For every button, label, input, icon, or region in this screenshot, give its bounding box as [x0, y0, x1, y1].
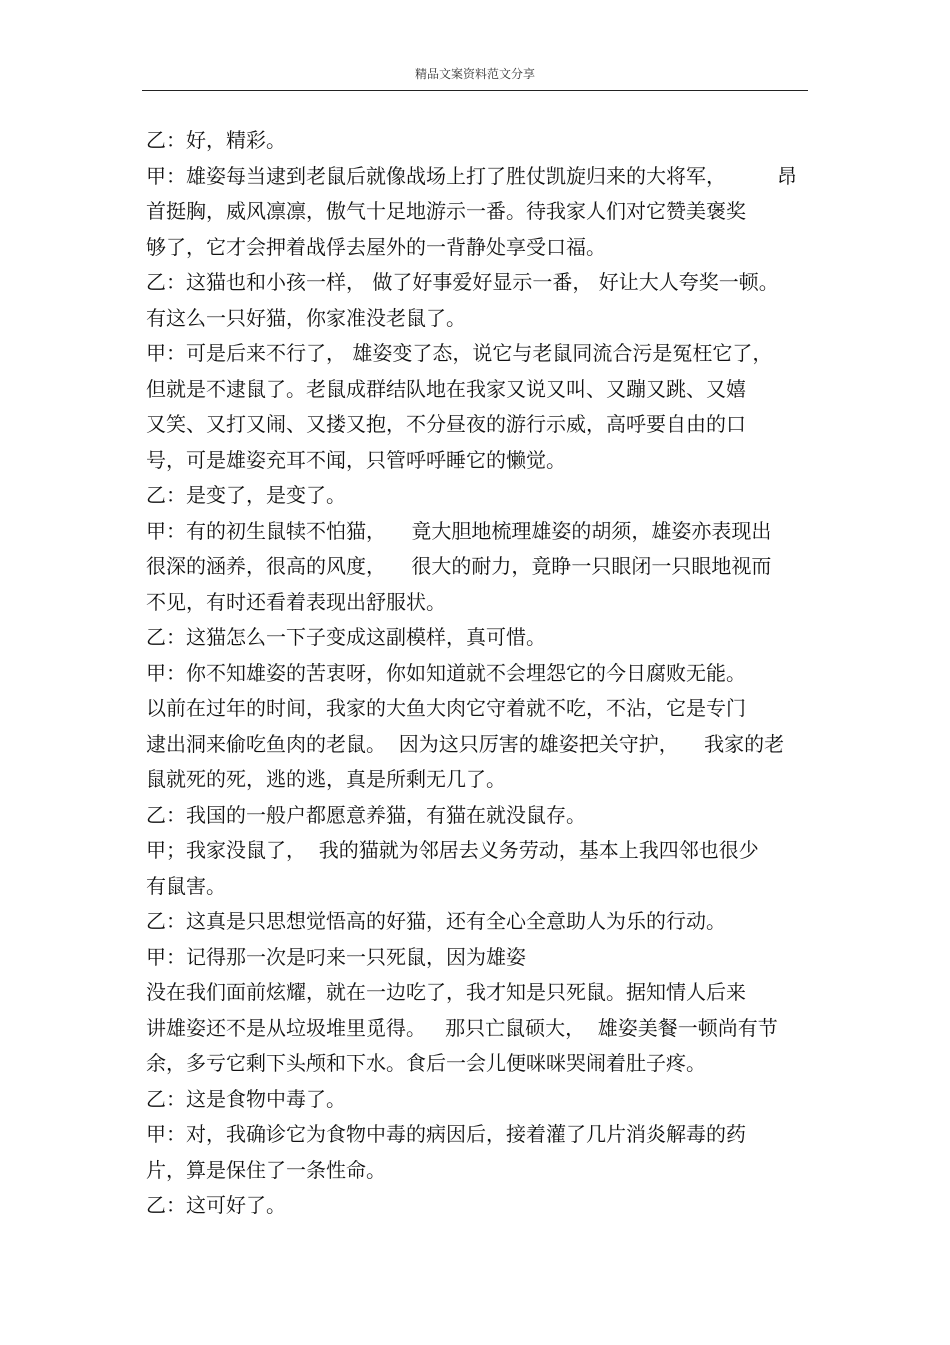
text-line: 没在我们面前炫耀，就在一边吃了，我才知是只死鼠。据知情人后来 [146, 980, 746, 1004]
text-line: 够了，它才会押着战俘去屋外的一背静处享受口福。 [146, 234, 606, 259]
text-line: 又笑、又打又闹、又搂又抱，不分昼夜的游行示威，高呼要自由的口 [146, 412, 746, 436]
text-line: 不见，有时还看着表现出舒服状。 [146, 589, 446, 614]
text-line: 乙：是变了，是变了。 [146, 483, 346, 507]
text-line: 片，算是保住了一条性命。 [146, 1157, 386, 1182]
text-line: 甲：有的初生鼠犊不怕猫， 竟大胆地梳理雄姿的胡须，雄姿亦表现出 [146, 518, 772, 543]
text-line: 乙：这猫也和小孩一样， 做了好事爱好显示一番， 好让大人夸奖一顿。 [146, 270, 779, 294]
text-line: 有这么一只好猫，你家准没老鼠了。 [146, 305, 466, 330]
text-line: 甲：记得那一次是叼来一只死鼠，因为雄姿 [146, 944, 526, 969]
text-line: 鼠就死的死，逃的逃，真是所剩无几了。 [146, 767, 506, 791]
text-line: 很深的涵养，很高的风度， 很大的耐力，竟睁一只眼闭一只眼地视而 [146, 554, 772, 578]
text-line: 甲：你不知雄姿的苦衷呀，你如知道就不会埋怨它的今日腐败无能。 [146, 660, 746, 685]
text-line: 余，多亏它剩下头颅和下水。食后一会儿便咪咪哭闹着肚子疼。 [146, 1051, 706, 1075]
text-line: 但就是不逮鼠了。老鼠成群结队地在我家又说又叫、又蹦又跳、又嬉 [146, 376, 746, 401]
text-line: 乙：这可好了。 [146, 1193, 286, 1217]
page-header: 精品文案资料范文分享 [414, 67, 535, 81]
text-line: 乙：好，精彩。 [146, 128, 286, 152]
text-line: 逮出洞来偷吃鱼肉的老鼠。 因为这只厉害的雄姿把关守护， 我家的老 [146, 731, 785, 756]
text-line: 甲：雄姿每当逮到老鼠后就像战场上打了胜仗凯旋归来的大将军， 昂 [146, 163, 797, 188]
text-line: 号，可是雄姿充耳不闻，只管呼呼睡它的懒觉。 [146, 447, 566, 472]
text-line: 讲雄姿还不是从垃圾堆里觅得。 那只亡鼠硕大， 雄姿美餐一顿尚有节 [146, 1015, 778, 1040]
text-line: 乙：这猫怎么一下子变成这副模样，真可惜。 [146, 625, 546, 649]
text-line: 以前在过年的时间，我家的大鱼大肉它守着就不吃，不沾，它是专门 [146, 696, 746, 720]
text-line: 甲：对，我确诊它为食物中毒的病因后，接着灌了几片消炎解毒的药 [146, 1122, 746, 1146]
header-rule [142, 90, 808, 91]
text-line: 甲；我家没鼠了， 我的猫就为邻居去义务劳动，基本上我四邻也很少 [146, 838, 759, 862]
text-line: 甲：可是后来不行了， 雄姿变了态，说它与老鼠同流合污是冤枉它了， [146, 341, 773, 365]
text-line: 乙：这真是只思想觉悟高的好猫，还有全心全意助人为乐的行动。 [146, 909, 726, 933]
text-line: 乙：这是食物中毒了。 [146, 1086, 346, 1111]
text-line: 首挺胸，威风凛凛，傲气十足地游示一番。待我家人们对它赞美褒奖 [146, 199, 746, 223]
text-line: 乙：我国的一般户都愿意养猫，有猫在就没鼠存。 [146, 802, 586, 827]
text-line: 有鼠害。 [146, 873, 226, 898]
